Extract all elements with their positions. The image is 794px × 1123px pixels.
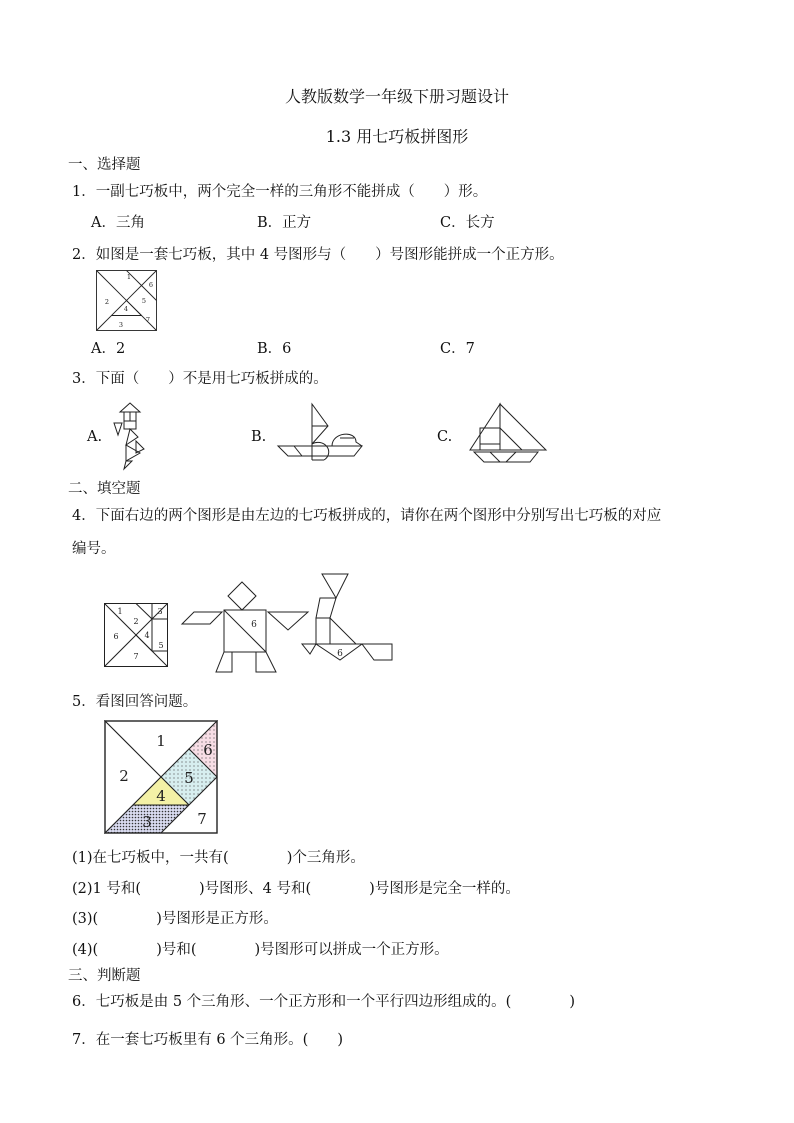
question-7: 7．在一套七巧板里有 6 个三角形。( ) — [72, 1032, 343, 1048]
q2-label-1: 1 — [126, 273, 132, 281]
q5-label-2: 2 — [119, 767, 129, 785]
q3-figure-b — [276, 402, 368, 464]
q4-label-7: 7 — [133, 652, 139, 661]
q2-option-a[interactable]: A．2 — [91, 341, 126, 357]
q4-person-label-6: 6 — [251, 620, 257, 630]
q4-person-figure — [180, 580, 310, 676]
q4-bird-figure — [300, 572, 396, 668]
q1-option-c[interactable]: C．长方 — [440, 215, 495, 231]
q2-tangram-figure — [96, 270, 158, 332]
q2-label-4: 4 — [123, 305, 129, 313]
q4-label-4: 4 — [144, 631, 150, 640]
question-6: 6．七巧板是由 5 个三角形、一个正方形和一个平行四边形组成的。( ) — [72, 994, 575, 1010]
question-1: 1．一副七巧板中，两个完全一样的三角形不能拼成（ ）形。 — [72, 184, 488, 200]
q2-label-5: 5 — [141, 297, 147, 305]
q4-label-3: 3 — [157, 607, 163, 616]
q2-label-2: 2 — [104, 298, 110, 306]
q5-tangram-figure — [104, 720, 218, 834]
q5-sub-2: (2)1 号和( )号图形、4 号和( )号图形是完全一样的。 — [72, 881, 520, 897]
q5-sub-4: (4)( )号和( )号图形可以拼成一个正方形。 — [72, 942, 449, 958]
section-choice: 一、选择题 — [68, 157, 141, 173]
question-2: 2．如图是一套七巧板，其中 4 号图形与（ ）号图形能拼成一个正方形。 — [72, 247, 564, 263]
question-5: 5．看图回答问题。 — [72, 694, 198, 710]
question-3: 3．下面（ ）不是用七巧板拼成的。 — [72, 371, 328, 387]
q3-option-b[interactable]: B. — [251, 429, 267, 445]
q4-label-5: 5 — [158, 641, 164, 650]
q2-option-b[interactable]: B．6 — [257, 341, 292, 357]
q5-label-4: 4 — [156, 787, 166, 805]
q2-option-c[interactable]: C．7 — [440, 341, 475, 357]
q5-label-3: 3 — [142, 813, 152, 831]
question-4-line2: 编号。 — [72, 541, 116, 557]
q3-option-c[interactable]: C. — [437, 429, 453, 445]
q2-label-7: 7 — [145, 316, 151, 324]
q2-label-6: 6 — [148, 281, 154, 289]
q3-option-a[interactable]: A. — [87, 429, 103, 445]
q3-figure-a — [110, 401, 150, 471]
q5-label-5: 5 — [184, 769, 194, 787]
q1-option-a[interactable]: A．三角 — [91, 215, 145, 231]
q4-label-2: 2 — [133, 617, 139, 626]
section-judge: 三、判断题 — [68, 968, 141, 984]
question-4-line1: 4．下面右边的两个图形是由左边的七巧板拼成的，请你在两个图形中分别写出七巧板的对应 — [72, 508, 662, 524]
q3-figure-c — [460, 402, 550, 466]
q4-label-6: 6 — [113, 632, 119, 641]
q5-label-6: 6 — [203, 741, 213, 759]
q5-sub-3: (3)( )号图形是正方形。 — [72, 911, 278, 927]
q4-bird-label-6: 6 — [337, 649, 343, 659]
page-subtitle: 1.3 用七巧板拼图形 — [325, 127, 469, 146]
page-title: 人教版数学一年级下册习题设计 — [284, 87, 509, 106]
q4-tangram-square — [104, 603, 168, 667]
q5-label-1: 1 — [156, 732, 166, 750]
section-fill: 二、填空题 — [68, 481, 141, 497]
q4-label-1: 1 — [117, 607, 123, 616]
q1-option-b[interactable]: B．正方 — [257, 215, 312, 231]
q5-label-7: 7 — [197, 810, 207, 828]
q5-sub-1: (1)在七巧板中，一共有( )个三角形。 — [72, 850, 365, 866]
q2-label-3: 3 — [118, 321, 124, 329]
